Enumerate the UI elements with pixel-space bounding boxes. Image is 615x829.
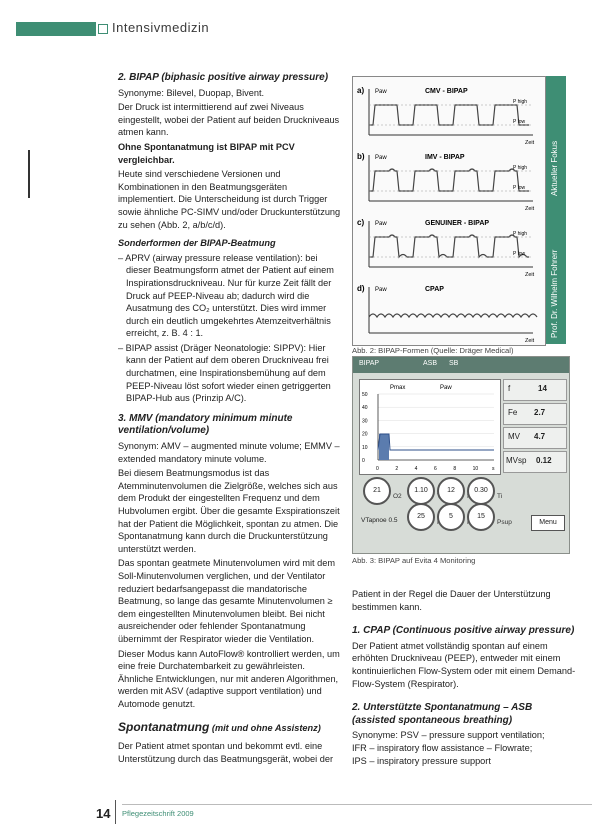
section-bipap-subhead: Sonderformen der BIPAP-Beatmung (118, 238, 276, 249)
section-spontan-p1: Der Patient atmet spontan und bekommt evtl. eine Unterstützung durch das Beatmungsgerät, wobei der (118, 741, 334, 764)
section-asb-psv: Synonyme: PSV – pressure support ventilation; (352, 730, 545, 741)
plot-xtick: 4 (414, 466, 418, 472)
plot-xtick: 10 (472, 466, 479, 472)
panel-letter: b) (357, 152, 365, 161)
readout-f-value: 14 (538, 384, 547, 393)
plot-paw-label: Paw (440, 385, 452, 391)
vent-plot-svg (360, 380, 500, 474)
panel-time-label: Zeit (525, 338, 535, 344)
readout-mv-label: MV (508, 432, 520, 441)
plot-ytick: 10 (362, 444, 368, 451)
panel-paw-label: Paw (375, 155, 387, 161)
panel-phigh-label: P high (513, 231, 528, 237)
section-bipap-bold: Ohne Spontanatmung ist BIPAP mit PCV vergleichbar. (118, 141, 295, 165)
plot-ytick: 30 (362, 418, 368, 425)
plot-ytick: 0 (362, 458, 365, 464)
panel-paw-label: Paw (375, 89, 387, 95)
footer-rule (115, 800, 116, 824)
plot-ytick: 40 (362, 405, 368, 412)
footer-line (122, 804, 592, 805)
setting-knob[interactable]: 21 (363, 477, 391, 505)
section-asb-ips: IPS – inspiratory pressure support (352, 755, 491, 766)
panel-time-label: Zeit (525, 140, 535, 146)
panel-pressure-curve (369, 314, 537, 317)
side-band-bottom-text: Prof. Dr. Wilhelm Fohrerr (550, 249, 559, 338)
panel-time-label: Zeit (525, 272, 535, 278)
panel-mode-label: CMV - BIPAP (425, 88, 468, 95)
setting-knob-label: Psup (497, 519, 512, 526)
section-bipap-assist: – BIPAP assist (Dräger Neonatologie: SIPPV): Hier kann der Patient auf dem oberen Druckniveau frei durchatmen, eine Inspirationsbemühung auf dem PEEP-Niveau löst sofort wieder einen getriggerten BIPAP-Hub aus (Prinzip A/C). (118, 342, 331, 404)
readout-mvsp (503, 451, 567, 473)
vent-tag-asb: ASB (423, 360, 438, 367)
plot-xtick: 6 (434, 466, 437, 472)
panel-plow-label: P low (513, 185, 526, 191)
plot-xtick: 2 (395, 466, 399, 472)
header-color-bar (16, 22, 96, 36)
panel-paw-label: Paw (375, 287, 387, 293)
panel-letter: a) (357, 86, 365, 95)
setting-knob[interactable]: 1.10 (407, 477, 435, 505)
figure2-caption: Abb. 2: BIPAP-Formen (Quelle: Dräger Medical) (352, 346, 514, 355)
readout-f-label: f (508, 384, 511, 393)
section-spontan-title-suffix: (mit und ohne Assistenz) (211, 722, 321, 733)
plot-xtick: 0 (376, 466, 379, 472)
header-title: Intensivmedizin (112, 20, 210, 35)
left-column (118, 72, 342, 767)
plot-ytick: 50 (362, 392, 368, 398)
section-bipap-versions: Heute sind verschiedene Versionen und Kombinationen in den Beatmungsgeräten implementiert. Die Unterscheidung ist durch Trigger sowie ähnliche PC-SIMV und/oder Druckunterstützung zu sehen (Abb. 2, a/b/c/d). (118, 169, 341, 230)
vent-menu-button[interactable]: Menu (531, 515, 565, 531)
panel-pressure-curve (369, 105, 529, 125)
vent-mode: BIPAP (359, 360, 380, 367)
section-bipap-title: 2. BIPAP (biphasic positive airway pressure) (118, 72, 329, 83)
panel-mode-label: IMV - BIPAP (425, 154, 465, 161)
vent-apnoe-volume (361, 517, 398, 524)
margin-rule (28, 150, 30, 198)
setting-knob-label: Ti (497, 493, 503, 500)
section-mmv-p3: Das spontan geatmete Minutenvolumen wird mit dem Soll-Minutenvolumen verglichen, und der Ventilator reduziert bedarfsangepasst die mandatorische Beatmung, so lange das gesamte Minutenvolumen ≥ dem eingestellten Minutenvolumen bleibt. Bei nicht ausreichender oder fehlender Spontanatmung übernimmt der Respirator wieder die Ventilation. (118, 558, 336, 644)
plot-pmax-label: Pmax (390, 385, 406, 391)
readout-fe (503, 403, 567, 425)
vent-apnoe-value: 0.5 (388, 517, 398, 524)
page-number: 14 (96, 806, 111, 821)
ventilator-header (353, 357, 569, 373)
readout-f (503, 379, 567, 401)
section-bipap-intro: Der Druck ist intermittierend auf zwei Niveaus eingestellt, wobei der Patient auf beiden Druckniveaus atmen kann. (118, 102, 340, 138)
readout-fe-label: Fe (508, 408, 518, 417)
setting-knob[interactable]: 15 (467, 503, 495, 531)
section-cpap-p1: Der Patient atmet vollständig spontan auf einem erhöhten Druckniveau (PEEP), entweder mit einem kontinuierlichen Flow-System oder mit einem Demand-Flow-System (Respirator). (352, 640, 576, 689)
section-mmv-p4: Dieser Modus kann AutoFlow® kontrolliert werden, um eine freie Durchatembarkeit zu gewährleisten. Ähnliche Entwicklungen, nur mit anderen Algorithmen, werden mit ASV (adaptive support ventilation) und Automode genutzt. (118, 648, 340, 709)
panel-phigh-label: P high (513, 165, 528, 171)
vent-readouts (503, 379, 565, 473)
panel-paw-label: Paw (375, 221, 387, 227)
panel-mode-label: CPAP (425, 286, 444, 293)
figure3-caption: Abb. 3: BIPAP auf Evita 4 Monitoring (352, 556, 476, 565)
section-mmv-synonyms: Synonym: AMV – augmented minute volume; EMMV – extended mandatory minute volume. (118, 441, 340, 464)
side-band (546, 76, 566, 344)
side-band-top-text: Aktueller Fokus (550, 140, 559, 196)
setting-knob[interactable]: 25 (407, 503, 435, 531)
section-asb-title: 2. Unterstützte Spontanatmung – ASB (assisted spontaneous breathing) (352, 702, 533, 726)
setting-knob[interactable]: 12 (437, 477, 465, 505)
panel-pressure-curve (369, 235, 529, 257)
plot-xtick: s (492, 466, 495, 472)
section-spontan-title: Spontanatmung (118, 719, 210, 734)
section-mmv-title: 3. MMV (mandatory minimum minute ventilation/volume) (118, 412, 293, 437)
section-spontan-heading (118, 721, 342, 735)
plot-pressure-curve (378, 434, 494, 450)
waveform-svg (353, 77, 545, 345)
setting-knob[interactable]: 0.30 (467, 477, 495, 505)
plot-pressure-fill (379, 434, 389, 460)
section-bipap-synonyms: Synonyme: Bilevel, Duopap, Bivent. (118, 87, 265, 98)
right-column (352, 588, 578, 767)
vent-tag-sb: SB (449, 360, 459, 367)
readout-fe-value: 2.7 (534, 408, 546, 417)
panel-plow-label: P low (513, 119, 526, 125)
page-header (0, 0, 615, 48)
panel-letter: c) (357, 218, 365, 227)
panel-time-label: Zeit (525, 206, 535, 212)
header-square-icon (98, 24, 108, 34)
ventilator-screen (352, 356, 570, 554)
panel-plow-label: P low (513, 251, 526, 257)
readout-mv (503, 427, 567, 449)
readout-mv-value: 4.7 (534, 432, 546, 441)
panel-mode-label: GENUINER - BIPAP (425, 220, 490, 227)
section-bipap-aprv: – APRV (airway pressure release ventilation): bei dieser Beatmungsform atmet der Patient auf einem Inspirationsdruckniveau. Nur für kurze Zeit fällt der Druck auf PEEP-Niveau ab; dadurch wird die Ausatmung des CO₂ unterstützt. Dies wird immer durch ein deutlich umgekehrtes Atemzeitverhältnis erreicht, z. B. 4 : 1. (118, 252, 334, 339)
plot-ytick: 20 (362, 431, 368, 438)
readout-mvsp-label: MVsp (506, 456, 527, 465)
panel-letter: d) (357, 284, 365, 293)
section-asb-ifr: IFR – inspiratory flow assistance – Flowrate; (352, 742, 533, 753)
panel-pressure-curve (369, 169, 529, 191)
vent-apnoe-label: VTapnoe (361, 517, 387, 524)
setting-knob[interactable]: 5 (437, 503, 465, 531)
panel-phigh-label: P high (513, 99, 528, 105)
section-cpap-title: 1. CPAP (Continuous positive airway pressure) (352, 625, 575, 637)
page-footer (0, 800, 615, 829)
plot-xtick: 8 (453, 466, 457, 472)
section-mmv-p2: Bei diesem Beatmungsmodus ist das Atemminutenvolumen die Zielgröße, welches sich aus dem Produkt der eingestellten Frequenz und dem Hubvolumen ergibt. Über die gesamte Exspirationszeit hat der Patient die Möglichkeit, spontan zu atmen. Die Spontanatmung kann durch die Druckunterstützung unterstützt werden. (118, 468, 340, 554)
setting-knob-label: O2 (393, 493, 402, 500)
bipap-waveform-figure (352, 76, 546, 346)
vent-pressure-plot (359, 379, 501, 475)
right-continuation: Patient in der Regel die Dauer der Unterstützung bestimmen kann. (352, 589, 551, 612)
readout-mvsp-value: 0.12 (536, 456, 552, 465)
journal-name: Pflegezeitschrift 2009 (122, 809, 194, 818)
